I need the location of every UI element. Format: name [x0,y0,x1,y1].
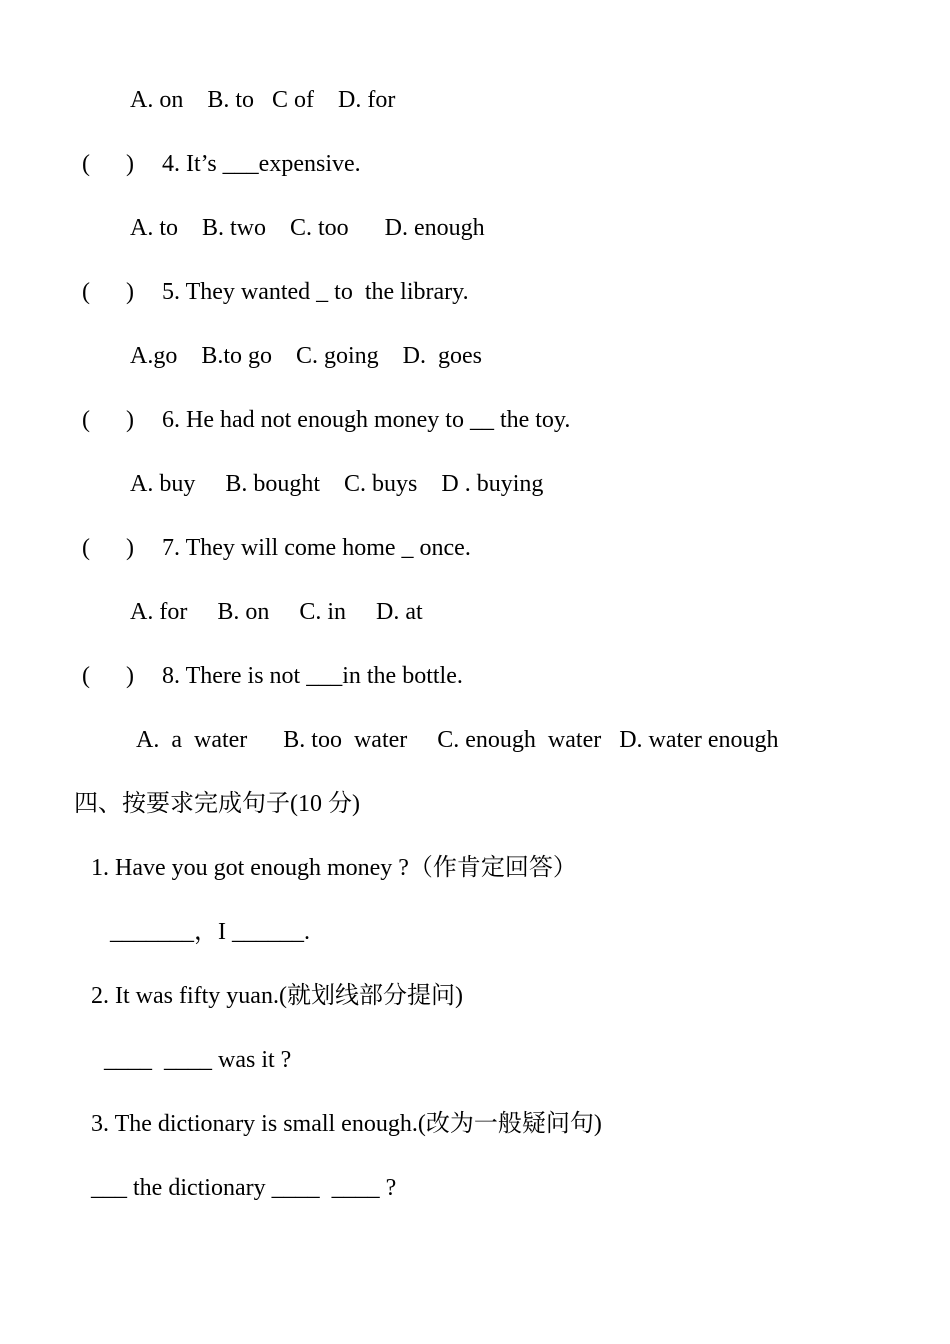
question-6 [82,405,570,435]
q5-options: A.go B.to go C. going D. goes [130,343,483,369]
question-text: 4. It’s ___expensive. [162,151,361,177]
s4-item-3-answer[interactable]: ___ the dictionary ____ ____ ? [91,1175,397,1201]
question-8 [82,661,463,691]
answer-paren[interactable]: ( ) [82,663,134,689]
question-7 [82,533,471,563]
s4-item-3-prompt: 3. The dictionary is small enough.(改为一般疑问句) [91,1111,602,1137]
s4-item-1-prompt: 1. Have you got enough money ?（作肯定回答） [91,855,577,881]
question-text: 5. They wanted _ to the library. [162,279,469,305]
q7-options: A. for B. on C. in D. at [130,599,423,625]
question-text: 8. There is not ___in the bottle. [162,663,463,689]
answer-paren[interactable]: ( ) [82,535,134,561]
q6-options: A. buy B. bought C. buys D . buying [130,471,544,497]
question-text: 7. They will come home _ once. [162,535,471,561]
section-4-heading: 四、按要求完成句子(10 分) [74,791,360,817]
q4-options: A. to B. two C. too D. enough [130,215,485,241]
s4-item-2-prompt: 2. It was fifty yuan.(就划线部分提问) [91,983,463,1009]
question-text: 6. He had not enough money to __ the toy. [162,407,571,433]
answer-paren[interactable]: ( ) [82,279,134,305]
q3-options: A. on B. to C of D. for [130,87,396,113]
s4-item-1-answer[interactable]: _______，I ______. [110,919,310,945]
q8-options: A. a water B. too water C. enough water D. water enough [136,727,779,753]
answer-paren[interactable]: ( ) [82,407,134,433]
question-4 [82,149,361,179]
answer-paren[interactable]: ( ) [82,151,134,177]
question-5 [82,277,469,307]
s4-item-2-answer[interactable]: ____ ____ was it ? [104,1047,292,1073]
